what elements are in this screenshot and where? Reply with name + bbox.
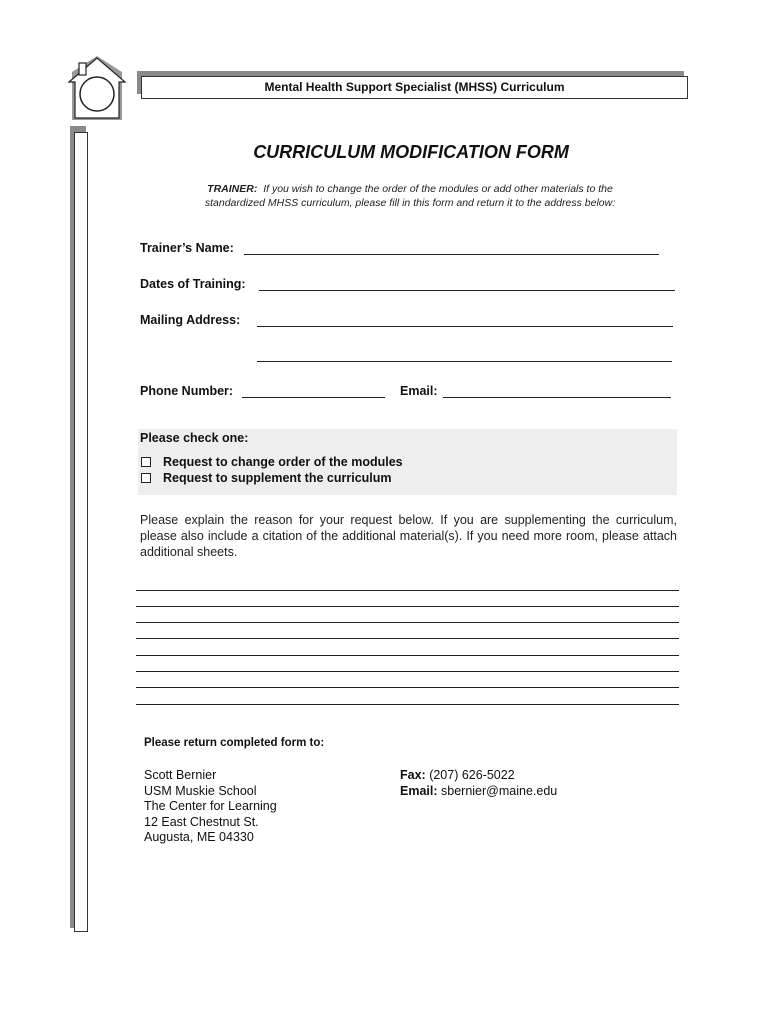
intro-text xyxy=(180,182,640,210)
writing-line[interactable] xyxy=(136,671,679,672)
intro-label: TRAINER: xyxy=(207,183,258,195)
return-title: Please return completed form to: xyxy=(144,737,325,749)
address-line: 12 East Chestnut St. xyxy=(144,814,259,829)
trainer-name-label: Trainer’s Name: xyxy=(140,241,234,255)
left-bar xyxy=(74,132,88,932)
address-field-line2[interactable] xyxy=(257,361,672,362)
form-title: CURRICULUM MODIFICATION FORM xyxy=(253,142,569,162)
address-line: Scott Bernier xyxy=(144,768,217,782)
return-contact xyxy=(400,768,557,799)
writing-line[interactable] xyxy=(136,590,679,591)
address-line: USM Muskie School xyxy=(144,783,257,798)
writing-line[interactable] xyxy=(136,606,679,607)
dates-field[interactable] xyxy=(259,290,675,291)
phone-label: Phone Number: xyxy=(140,384,234,398)
option-change-order: Request to change order of the modules xyxy=(163,455,403,469)
check-title: Please check one: xyxy=(140,431,249,445)
writing-line[interactable] xyxy=(136,687,679,688)
header-title: Mental Health Support Specialist (MHSS) Curriculum xyxy=(141,76,688,99)
email-contact-label: Email: xyxy=(400,783,438,798)
explain-text: Please explain the reason for your request below. If you are supplementing the curriculum, please also include a citation of the additional material(s). If you need more room, please attach additional sheets. xyxy=(140,513,677,559)
trainer-name-field[interactable] xyxy=(244,254,659,255)
intro-body: If you wish to change the order of the modules or add other materials to the standardized MHSS curriculum, please fill in this form and return it to the address below: xyxy=(204,183,616,209)
fax-value: (207) 626-5022 xyxy=(429,768,515,782)
email-contact-value[interactable]: sbernier@maine.edu xyxy=(441,783,558,798)
fax-label: Fax: xyxy=(400,768,426,782)
writing-line[interactable] xyxy=(136,704,679,705)
address-field-line1[interactable] xyxy=(257,326,673,327)
email-field[interactable] xyxy=(443,397,671,398)
address-line: Augusta, ME 04330 xyxy=(144,830,254,844)
address-label: Mailing Address: xyxy=(140,313,241,327)
writing-line[interactable] xyxy=(136,638,679,639)
dates-label: Dates of Training: xyxy=(140,277,246,291)
writing-line[interactable] xyxy=(136,655,679,656)
return-address xyxy=(144,768,277,846)
checkbox-supplement[interactable] xyxy=(141,473,151,483)
writing-line[interactable] xyxy=(136,622,679,623)
address-line: The Center for Learning xyxy=(144,799,277,813)
phone-field[interactable] xyxy=(242,397,385,398)
option-supplement: Request to supplement the curriculum xyxy=(163,471,392,485)
house-logo-icon xyxy=(62,54,132,122)
email-label: Email: xyxy=(400,384,438,398)
checkbox-change-order[interactable] xyxy=(141,457,151,467)
